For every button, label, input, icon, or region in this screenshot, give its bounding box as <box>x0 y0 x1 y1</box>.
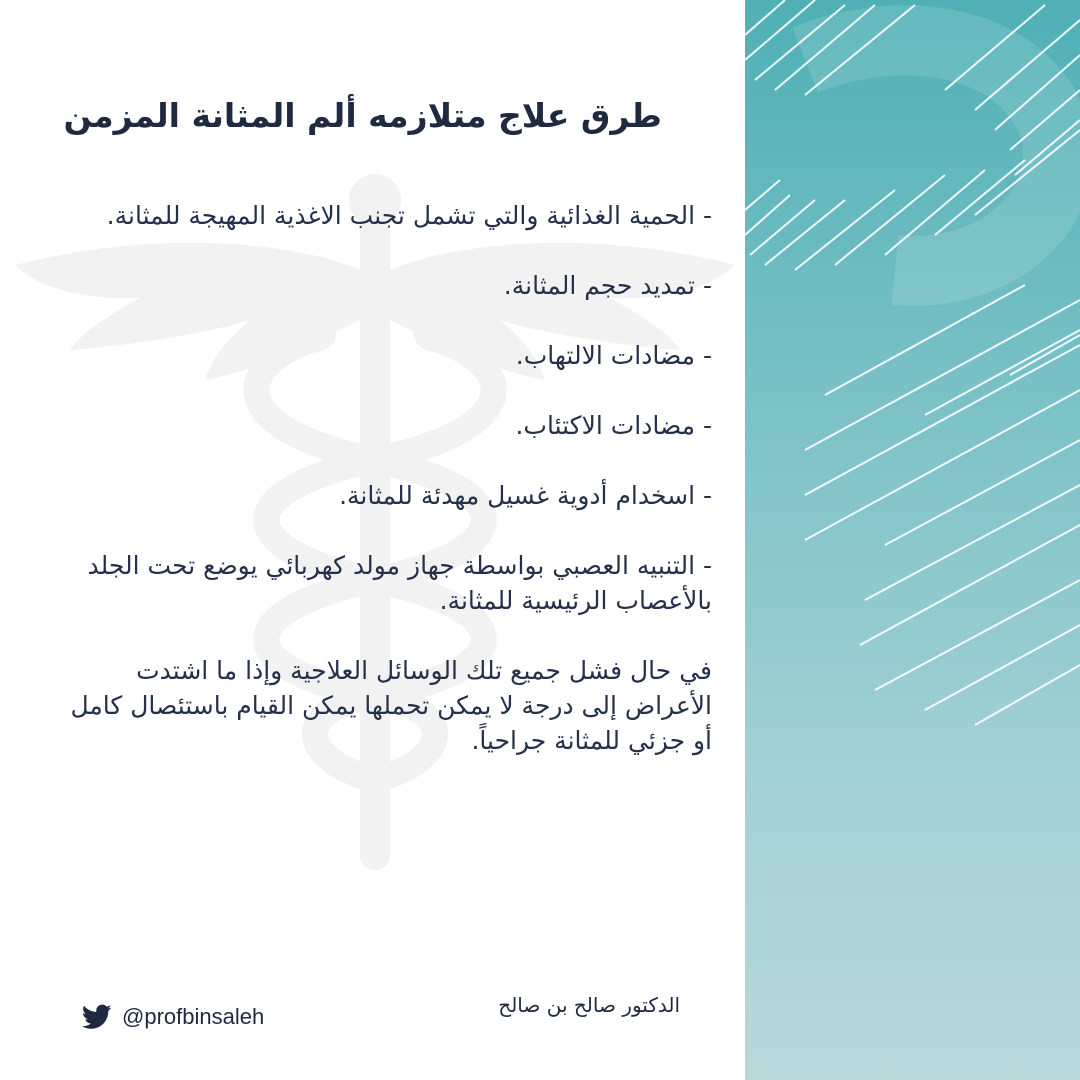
list-item: - اسخدام أدوية غسيل مهدئة للمثانة. <box>339 481 712 510</box>
decorative-side-panel <box>745 0 1080 1080</box>
social-handle[interactable] <box>82 1002 264 1032</box>
list-item: - التنبيه العصبي بواسطة جهاز مولد كهربائي يوضع تحت الجلد بالأعصاب الرئيسية للمثانة. <box>87 551 712 615</box>
diagonal-lines-decoration <box>745 0 1080 1080</box>
list-item: - مضادات الالتهاب. <box>515 341 712 370</box>
twitter-bird-icon <box>82 1004 112 1030</box>
treatment-list <box>52 198 712 758</box>
list-item: - مضادات الاكتئاب. <box>515 411 712 440</box>
closing-paragraph: في حال فشل جميع تلك الوسائل العلاجية وإذا ما اشتدت الأعراض إلى درجة لا يمكن تحملها يمكن القيام باستئصال كامل أو جزئي للمثانة جراحياً. <box>70 656 712 755</box>
list-item: - الحمية الغذائية والتي تشمل تجنب الاغذية المهيجة للمثانة. <box>106 201 712 230</box>
twitter-handle: @profbinsaleh <box>122 1004 265 1029</box>
author-name: الدكتور صالح بن صالح <box>498 993 680 1017</box>
list-item: - تمديد حجم المثانة. <box>503 271 712 300</box>
page-title: طرق علاج متلازمه ألم المثانة المزمن <box>63 96 662 135</box>
